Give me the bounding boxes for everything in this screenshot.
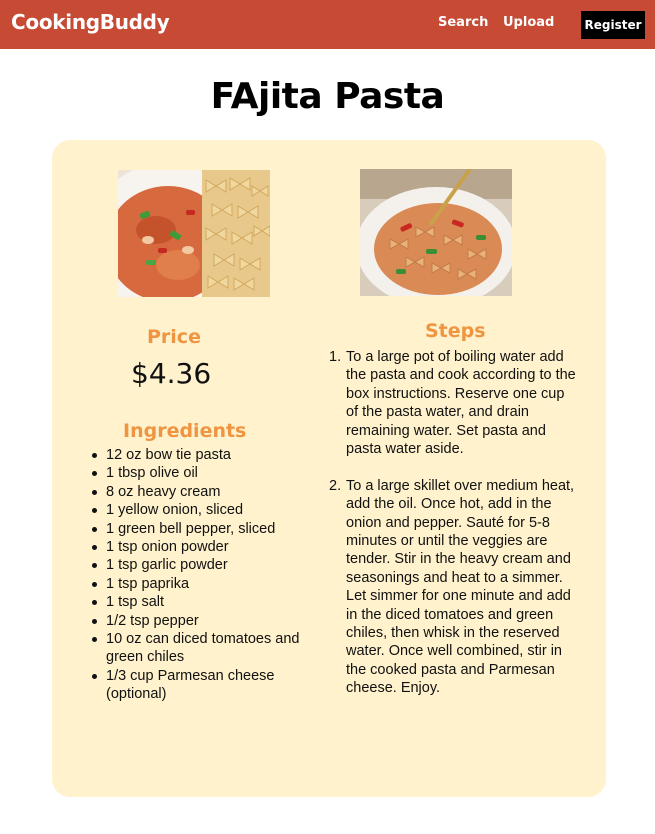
ingredient-item: 10 oz can diced tomatoes and green chiles (106, 630, 321, 667)
brand-logo[interactable]: CookingBuddy (11, 10, 170, 34)
recipe-title: FAjita Pasta (210, 76, 445, 117)
price-value: $4.36 (131, 357, 212, 390)
ingredient-item: 1/2 tsp pepper (106, 612, 321, 630)
ingredient-item: 12 oz bow tie pasta (106, 446, 321, 464)
ingredients-list (106, 446, 321, 704)
ingredient-item: 1 yellow onion, sliced (106, 501, 321, 519)
steps-list (329, 348, 578, 698)
ingredient-item: 1 tsp salt (106, 593, 321, 611)
nav-upload-link[interactable]: Upload (503, 15, 555, 30)
ingredient-item: 8 oz heavy cream (106, 483, 321, 501)
step-number: 1. (329, 349, 342, 365)
fajita-pasta-bowl-image (360, 169, 512, 296)
price-heading: Price (147, 326, 201, 348)
navbar (0, 0, 655, 49)
step-number: 2. (329, 477, 342, 494)
ingredients-heading: Ingredients (123, 420, 247, 442)
step-text: To a large skillet over medium heat, add the oil. Once hot, add in the onion and pepper. Sauté for 5-8 minutes or until the veggies are tender. Stir in the heavy cream and seasonings and heat to a simmer. Let simmer for one minute and add in the diced tomatoes and green chiles, then whisk in the reserved water. Once well combined, stir in the cooked pasta and Parmesan cheese. Enjoy. (346, 477, 575, 697)
nav-search-link[interactable]: Search (438, 15, 489, 30)
ingredient-item: 1/3 cup Parmesan cheese (optional) (106, 667, 321, 704)
register-button[interactable]: Register (581, 11, 645, 39)
pasta-sauce-image (118, 170, 270, 297)
ingredient-item: 1 tbsp olive oil (106, 464, 321, 482)
ingredient-item: 1 green bell pepper, sliced (106, 520, 321, 538)
step-item (329, 477, 578, 698)
step-text: To a large pot of boiling water add the pasta and cook according to the box instructions. Reserve one cup of the pasta water, and drain remaining water. Set pasta and pasta water aside. (346, 349, 576, 458)
ingredient-item: 1 tsp onion powder (106, 538, 321, 556)
recipe-photo-dish (360, 169, 512, 296)
steps-heading: Steps (425, 320, 486, 342)
ingredient-item: 1 tsp paprika (106, 575, 321, 593)
ingredient-item: 1 tsp garlic powder (106, 556, 321, 574)
step-item (329, 348, 578, 458)
recipe-photo-ingredients (118, 170, 270, 297)
